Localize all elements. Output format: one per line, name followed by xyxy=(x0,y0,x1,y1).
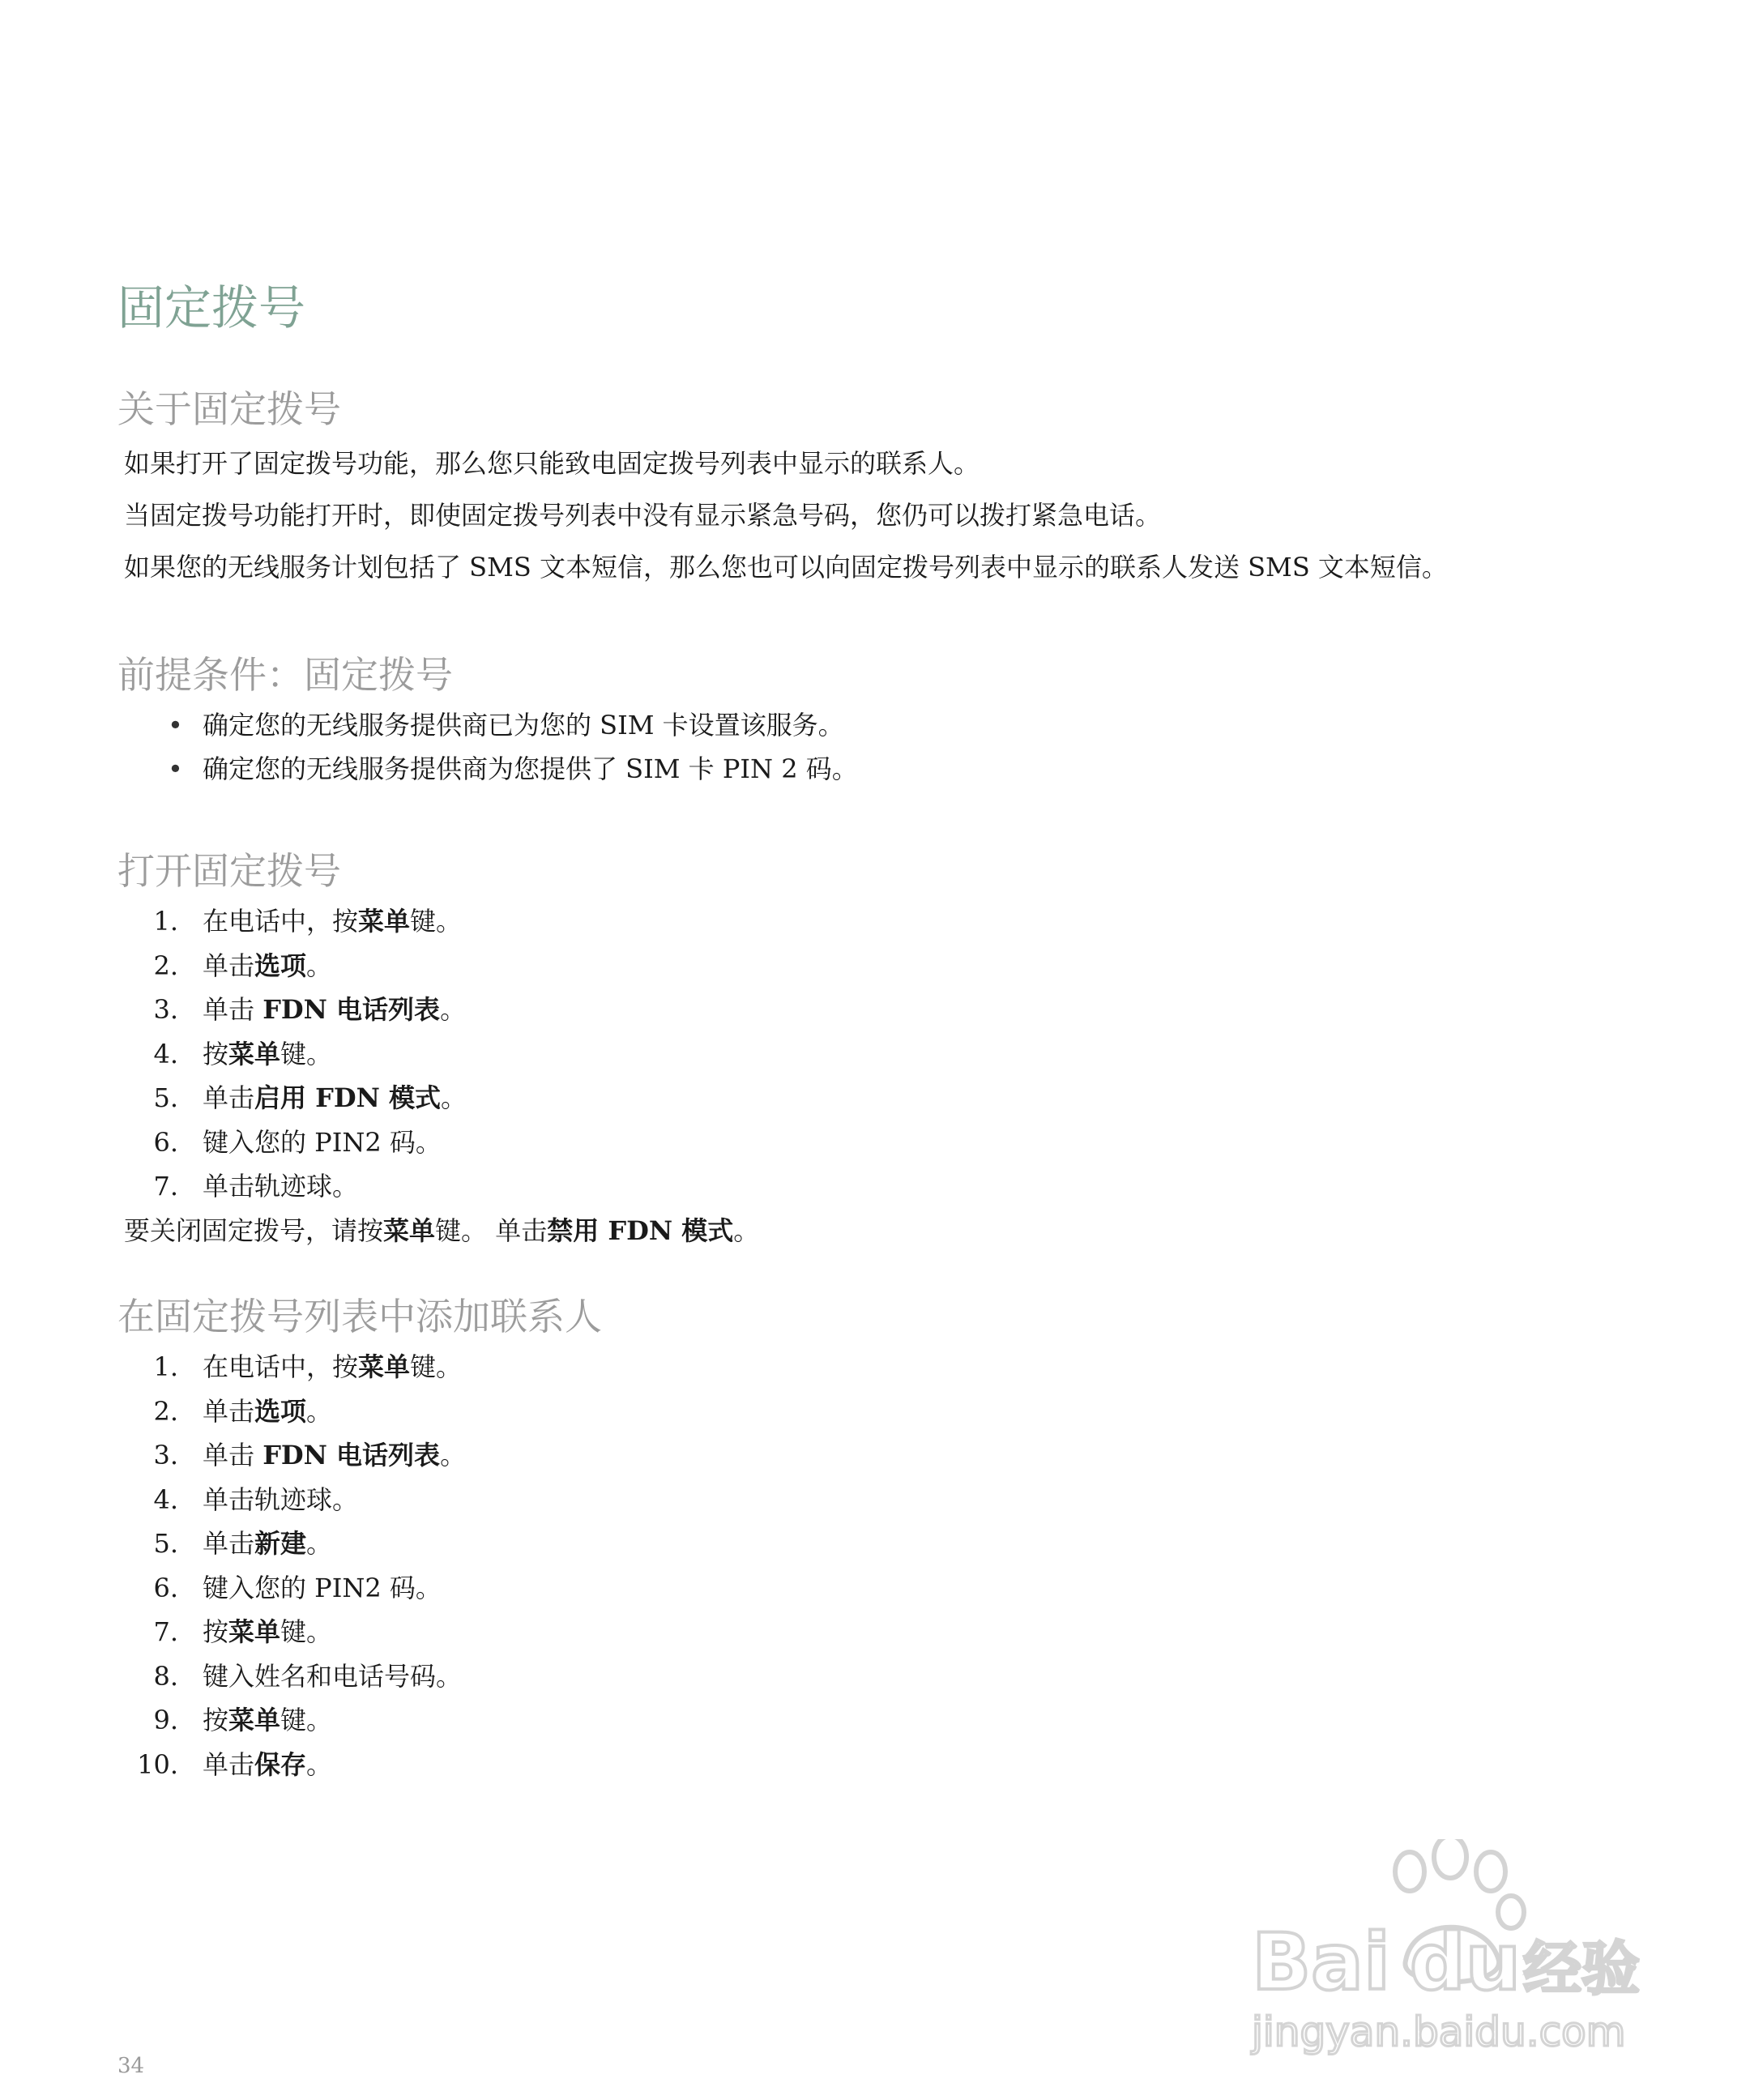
list-item: 4. 单击轨迹球。 xyxy=(153,1483,359,1515)
section-about xyxy=(117,381,1657,593)
list-item: 7. 按菜单键。 xyxy=(153,1616,333,1647)
list-item: 10. 单击保存。 xyxy=(137,1748,333,1780)
list-item: 1. 在电话中，按菜单键。 xyxy=(153,906,463,937)
paragraph: 如果打开了固定拨号功能，那么您只能致电固定拨号列表中显示的联系人。 xyxy=(124,448,980,479)
page-number: 34 xyxy=(117,2054,145,2078)
watermark-brand-cn: 经验 xyxy=(1523,1935,1641,2003)
list-item: 8. 键入姓名和电话号码。 xyxy=(153,1660,463,1692)
section-heading-turn-on: 打开固定拨号 xyxy=(117,849,341,893)
section-add-contact xyxy=(117,1288,1657,1786)
list-item: 5. 单击新建。 xyxy=(153,1528,333,1559)
bullet-icon: • xyxy=(168,710,183,741)
list-item: 3. 单击 FDN 电话列表。 xyxy=(153,1440,467,1470)
bullet-icon: • xyxy=(168,753,183,784)
step-list-add-contact xyxy=(117,1345,1657,1786)
section-heading-about: 关于固定拨号 xyxy=(117,387,341,431)
list-item: 3. 单击 FDN 电话列表。 xyxy=(153,994,467,1025)
baidu-watermark xyxy=(1244,1839,1665,2058)
list-item: • 确定您的无线服务提供商已为您的 SIM 卡设置该服务。 xyxy=(117,703,1657,747)
section-heading-prerequisites: 前提条件：固定拨号 xyxy=(117,653,453,697)
list-item: 6. 键入您的 PIN2 码。 xyxy=(153,1126,442,1158)
watermark-brand-left: Bai xyxy=(1252,1917,1390,2008)
page-title: 固定拨号 xyxy=(117,280,306,335)
step-list-turn-on xyxy=(117,899,1657,1209)
list-item: 4. 按菜单键。 xyxy=(153,1038,333,1069)
turn-off-note: 要关闭固定拨号，请按菜单键。 单击禁用 FDN 模式。 xyxy=(124,1214,760,1246)
list-item: 6. 键入您的 PIN2 码。 xyxy=(153,1572,442,1603)
paragraph: 如果您的无线服务计划包括了 SMS 文本短信，那么您也可以向固定拨号列表中显示的联系人发送 SMS 文本短信。 xyxy=(124,552,1448,583)
bullet-list xyxy=(117,703,1657,791)
list-item: • 确定您的无线服务提供商为您提供了 SIM 卡 PIN 2 码。 xyxy=(117,747,1657,791)
section-turn-on xyxy=(117,843,1657,1253)
paragraph: 当固定拨号功能打开时，即使固定拨号列表中没有显示紧急号码，您仍可以拨打紧急电话。 xyxy=(124,500,1162,531)
list-item: 7. 单击轨迹球。 xyxy=(153,1171,359,1202)
list-item: 2. 单击选项。 xyxy=(153,950,333,981)
section-heading-add-contact: 在固定拨号列表中添加联系人 xyxy=(117,1295,602,1338)
list-item: 5. 单击启用 FDN 模式。 xyxy=(153,1082,467,1113)
list-item: 1. 在电话中，按菜单键。 xyxy=(153,1351,463,1382)
watermark-url: jingyan.baidu.com xyxy=(1252,2008,1626,2055)
section-prerequisites xyxy=(117,647,1657,791)
list-item: 2. 单击选项。 xyxy=(153,1395,333,1427)
watermark-brand-right: du xyxy=(1410,1917,1522,2008)
list-item: 9. 按菜单键。 xyxy=(153,1705,333,1735)
